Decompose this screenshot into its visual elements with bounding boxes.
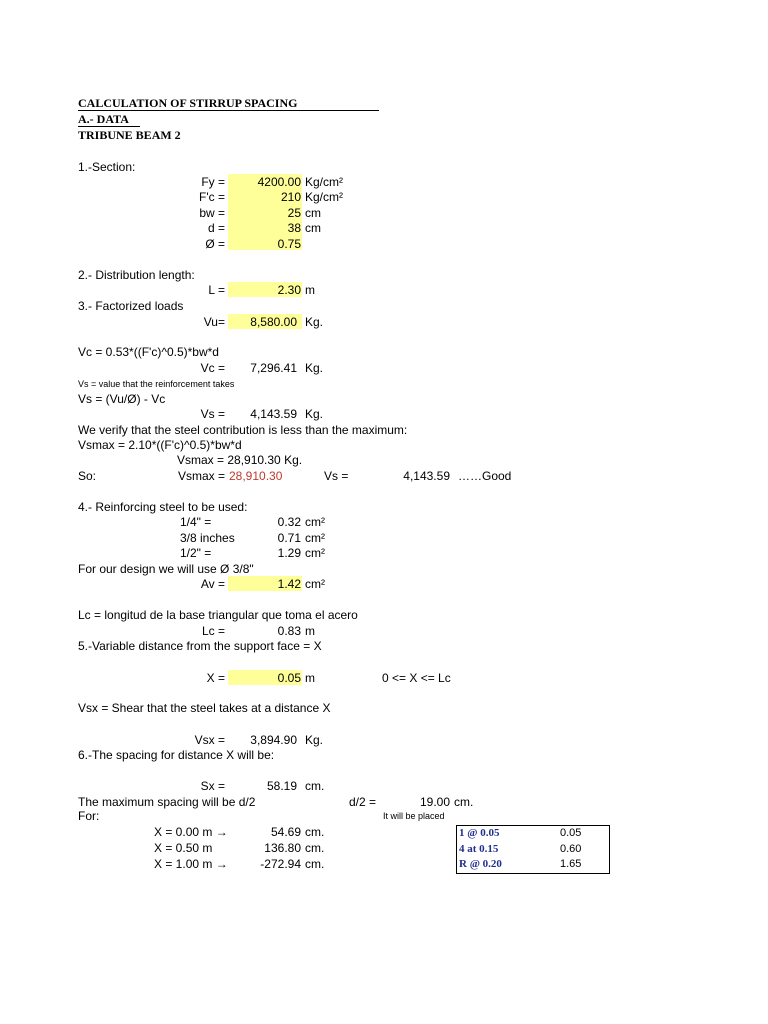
subtitle-underline — [78, 126, 140, 127]
so-label: So: — [78, 469, 97, 483]
av-label: Av = — [200, 577, 225, 591]
spacing-row-unit: cm. — [305, 857, 325, 871]
av-unit: cm² — [305, 577, 325, 591]
vu-value[interactable]: 8,580.00 — [250, 315, 297, 329]
d2-label: d/2 = — [349, 795, 377, 809]
vs-note: Vs = value that the reinforcement takes — [78, 379, 235, 389]
d-unit: cm — [305, 221, 321, 235]
bw-label: bw = — [199, 206, 225, 220]
variable-heading: 5.-Variable distance from the support face = X — [78, 639, 322, 653]
title-underline — [78, 110, 379, 111]
x-range: 0 <= X <= Lc — [382, 671, 451, 685]
spacing-row-label: X = 0.50 m — [154, 841, 213, 855]
bw-unit: cm — [305, 206, 321, 220]
fy-unit: Kg/cm² — [305, 175, 344, 189]
spacing-row-unit: cm. — [305, 841, 325, 855]
steel-row-label: 3/8 inches — [180, 531, 235, 545]
vsx-value: 3,894.90 — [250, 733, 297, 747]
vc-value: 7,296.41 — [250, 361, 297, 375]
steel-row-value: 0.71 — [277, 531, 301, 545]
so-vs-label: Vs = — [324, 469, 349, 483]
steel-heading: 4.- Reinforcing steel to be used: — [78, 500, 248, 514]
length-value[interactable]: 2.30 — [277, 283, 301, 297]
lc-unit: m — [305, 624, 315, 638]
vc-formula: Vc = 0.53*((F'c)^0.5)*bw*d — [78, 345, 219, 359]
fc-value[interactable]: 210 — [280, 190, 301, 204]
d-label: d = — [207, 221, 225, 235]
fy-label: Fy = — [201, 175, 225, 189]
length-label: L = — [208, 283, 225, 297]
data-subtitle: A.- DATA — [78, 112, 129, 126]
beam-name: TRIBUNE BEAM 2 — [78, 128, 181, 142]
placement-value: 0.60 — [560, 843, 582, 855]
verify-text: We verify that the steel contribution is less than the maximum: — [78, 423, 408, 437]
steel-row-label: 1/2" = — [180, 546, 212, 560]
lc-value: 0.83 — [277, 624, 301, 638]
spacing-row-unit: cm. — [305, 825, 325, 839]
vu-label: Vu= — [203, 315, 225, 329]
distribution-heading: 2.- Distribution length: — [78, 268, 195, 282]
loads-heading: 3.- Factorized loads — [78, 299, 184, 313]
sx-label: Sx = — [200, 779, 225, 793]
vsx-text: Vsx = Shear that the steel takes at a distance X — [78, 701, 331, 715]
placement-label: R @ 0.20 — [459, 858, 502, 870]
phi-value: 0.75 — [277, 237, 301, 251]
spacing-row-value: -272.94 — [260, 857, 301, 871]
so-vsmax-label: Vsmax = — [177, 469, 225, 483]
vsmax-formula: Vsmax = 2.10*((F'c)^0.5)*bw*d — [78, 438, 242, 452]
placement-label: 1 @ 0.05 — [459, 827, 500, 839]
vsx-label: Vsx = — [194, 733, 225, 747]
fc-unit: Kg/cm² — [305, 190, 344, 204]
lc-label: Lc = — [201, 624, 225, 638]
spacing-row-value: 136.80 — [264, 841, 301, 855]
placement-value: 0.05 — [560, 827, 582, 839]
d2-unit: cm. — [454, 795, 474, 809]
spacing-row-label: X = 1.00 m → — [154, 857, 228, 871]
vs-value: 4,143.59 — [250, 407, 297, 421]
vsx-unit: Kg. — [305, 733, 324, 747]
vsmax-line: Vsmax = 28,910.30 Kg. — [177, 453, 303, 467]
bw-value[interactable]: 25 — [287, 206, 301, 220]
placed-text: It will be placed — [383, 811, 445, 821]
d2-value: 19.00 — [419, 795, 450, 809]
steel-row-value: 0.32 — [277, 515, 301, 529]
so-vs-value: 4,143.59 — [403, 469, 450, 483]
placement-label: 4 at 0.15 — [459, 843, 499, 855]
av-value[interactable]: 1.42 — [277, 577, 301, 591]
vc-unit: Kg. — [305, 361, 324, 375]
d-value[interactable]: 38 — [287, 221, 301, 235]
steel-row-label: 1/4" = — [180, 515, 212, 529]
vs-formula: Vs = (Vu/Ø) - Vc — [78, 392, 166, 406]
sx-value: 58.19 — [266, 779, 297, 793]
spacing-row-value: 54.69 — [270, 825, 301, 839]
steel-row-unit: cm² — [305, 546, 325, 560]
x-unit: m — [305, 671, 315, 685]
spacing-row-label: X = 0.00 m → — [154, 825, 228, 839]
spacing-heading: 6.-The spacing for distance X will be: — [78, 748, 275, 762]
max-spacing-text: The maximum spacing will be d/2 — [78, 795, 256, 809]
design-text: For our design we will use Ø 3/8" — [78, 562, 254, 576]
length-unit: m — [305, 283, 315, 297]
so-result: ……Good — [458, 469, 512, 483]
fy-value[interactable]: 4200.00 — [257, 175, 301, 189]
placement-value: 1.65 — [560, 858, 582, 870]
vs-unit: Kg. — [305, 407, 324, 421]
so-vsmax-value: 28,910.30 — [229, 469, 283, 483]
vc-label: Vc = — [200, 361, 225, 375]
fc-label: F'c = — [199, 190, 225, 204]
steel-row-unit: cm² — [305, 515, 325, 529]
x-label: X = — [206, 671, 225, 685]
vs-label: Vs = — [200, 407, 225, 421]
lc-text: Lc = longitud de la base triangular que toma el acero — [78, 608, 358, 622]
x-value[interactable]: 0.05 — [277, 671, 301, 685]
steel-row-unit: cm² — [305, 531, 325, 545]
steel-row-value: 1.29 — [277, 546, 301, 560]
phi-label: Ø = — [205, 237, 225, 251]
page-title: CALCULATION OF STIRRUP SPACING — [78, 96, 298, 110]
vu-unit: Kg. — [305, 315, 324, 329]
for-label: For: — [78, 809, 100, 823]
section-heading: 1.-Section: — [78, 160, 136, 174]
sx-unit: cm. — [305, 779, 325, 793]
